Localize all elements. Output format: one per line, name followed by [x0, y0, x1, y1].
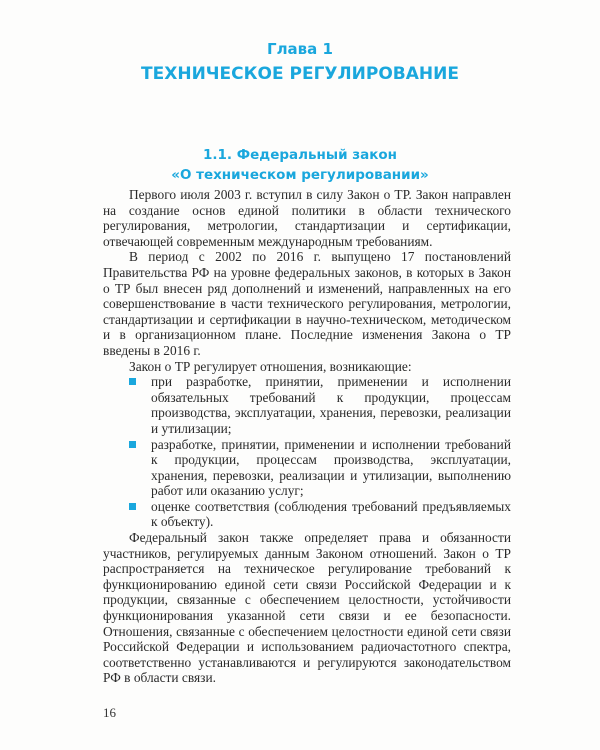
list-item-text: при разработке, принятии, применении и исполнении обязательных требований к продукции, процессам производства, эксплуатации, хранения, перевозки, реализации и утилизации;: [151, 374, 511, 436]
bullet-list: [103, 374, 511, 530]
list-item: [151, 374, 511, 436]
chapter-title: ТЕХНИЧЕСКОЕ РЕГУЛИРОВАНИЕ: [141, 64, 459, 84]
square-bullet-icon: [129, 441, 136, 448]
list-item: [151, 499, 511, 530]
chapter-label: Глава 1: [267, 40, 333, 58]
section-title-line-2: «О техническом регулировании»: [171, 167, 429, 183]
square-bullet-icon: [129, 378, 136, 385]
chapter-header: [0, 38, 600, 88]
page-number: 16: [103, 705, 116, 720]
list-item: [151, 437, 511, 499]
square-bullet-icon: [129, 503, 136, 510]
body-text: [103, 187, 511, 686]
section-header: [0, 145, 600, 185]
paragraph-1: Первого июля 2003 г. вступил в силу Закон о ТР. Закон направлен на создание основ единой политики в области технического регулирования, метрологии, стандартизации и сертификации, отвечающей современным международным требованиям.: [103, 187, 511, 249]
paragraph-3: Закон о ТР регулирует отношения, возникающие:: [129, 358, 412, 374]
paragraph-4: Федеральный закон также определяет права и обязанности участников, регулируемых данным Законом отношений. Закон о ТР распространяется на техническое регулирование требований к функционированию единой сети связи Российской Федерации и к продукции, связанные с обеспечением целостности, устойчивости функционирования указанной сети связи и ее безопасности. Отношения, связанные с обеспечением целостности единой сети связи Российской Федерации и использованием радиочастотного спектра, соответственно устанавливаются и регулируются законодательством РФ в области связи.: [103, 530, 511, 686]
list-item-text: оценке соответствия (соблюдения требований предъявляемых к объекту).: [151, 498, 511, 530]
list-item-text: разработке, принятии, применении и исполнении требований к продукции, процессам производства, эксплуатации, хранения, перевозки, реализации и утилизации, выполнению работ или оказанию услуг;: [151, 436, 511, 499]
paragraph-2: В период с 2002 по 2016 г. выпущено 17 постановлений Правительства РФ на уровне федеральных законов, в которых в Закон о ТР был внесен ряд дополнений и изменений, направленных на его совершенствование в части технического регулирования, метрологии, стандартизации и сертификации в научно-техническом, методическом и в организационном плане. Последние изменения Закона о ТР введены в 2016 г.: [103, 249, 511, 358]
section-title-line-1: 1.1. Федеральный закон: [203, 147, 397, 163]
